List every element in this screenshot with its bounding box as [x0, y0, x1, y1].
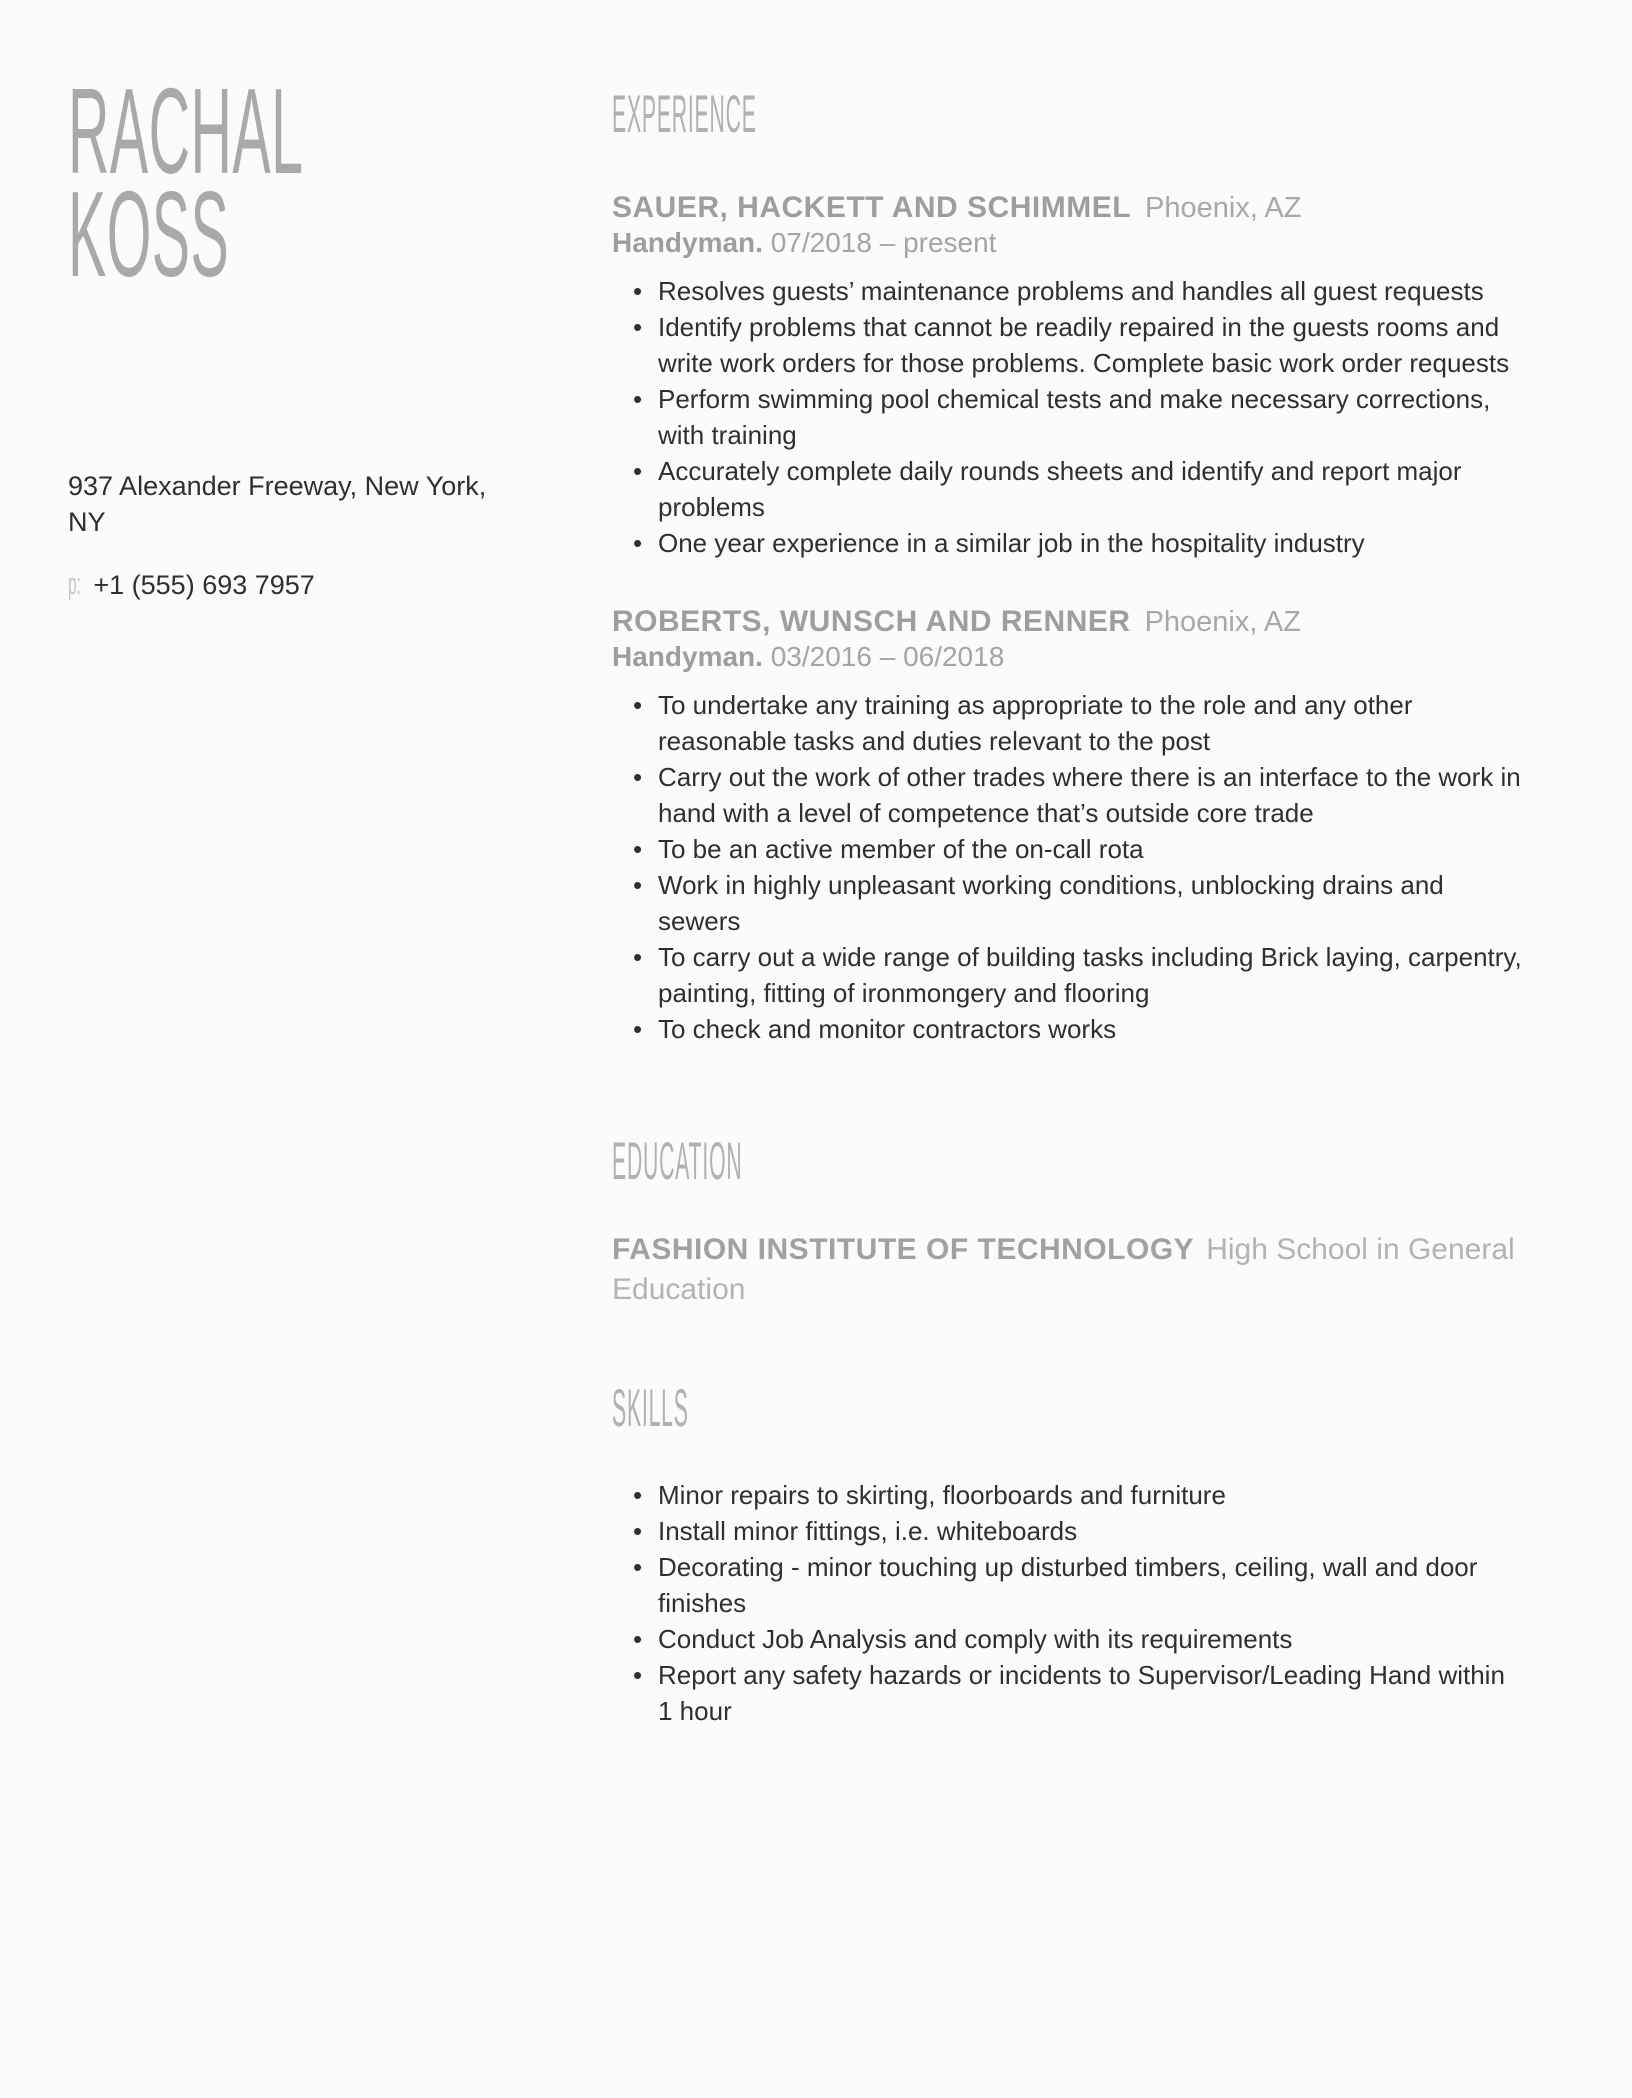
phone-line [68, 566, 508, 603]
job-bullet-list [612, 687, 1522, 1047]
job-bullet-list [612, 273, 1522, 561]
skill-item: • Install minor fittings, i.e. whiteboards [612, 1513, 1522, 1549]
job-dates: 03/2016 – 06/2018 [770, 641, 1005, 672]
job-role: Handyman. [612, 227, 763, 258]
company-line [612, 605, 1565, 639]
company-line [612, 191, 1565, 225]
experience-section-title: EXPERIENCE [612, 85, 757, 144]
skill-item: • Report any safety hazards or incidents to Supervisor/Leading Hand within 1 hour [612, 1657, 1522, 1729]
bullet-item: • Carry out the work of other trades where there is an interface to the work in hand with a level of competence that’s outside core trade [612, 759, 1522, 831]
job-role: Handyman. [612, 641, 763, 672]
bullet-item: • Perform swimming pool chemical tests and make necessary corrections, with training [612, 381, 1522, 453]
bullet-item: • To be an active member of the on-call rota [612, 831, 1522, 867]
address-text: 937 Alexander Freeway, New York, NY [68, 471, 487, 537]
school-name: FASHION INSTITUTE OF TECHNOLOGY [612, 1233, 1195, 1266]
phone-label: p: [68, 566, 81, 601]
main-content [612, 0, 1632, 2098]
skills-section-title: SKILLS [612, 1379, 689, 1438]
job-location: Phoenix, AZ [1144, 606, 1301, 638]
bullet-item: • Work in highly unpleasant working conditions, unblocking drains and sewers [612, 867, 1522, 939]
bullet-item: • Identify problems that cannot be readily repaired in the guests rooms and write work orders for those problems. Complete basic work order requests [612, 309, 1522, 381]
bullet-item: • To check and monitor contractors works [612, 1011, 1522, 1047]
role-line [612, 639, 1565, 675]
left-sidebar [0, 0, 612, 2098]
company-name: ROBERTS, WUNSCH AND RENNER [612, 605, 1131, 638]
skill-item: • Conduct Job Analysis and comply with its requirements [612, 1621, 1522, 1657]
role-line [612, 225, 1565, 261]
phone-number: +1 (555) 693 7957 [93, 570, 315, 600]
candidate-name: RACHAL KOSS [68, 63, 302, 302]
bullet-item: • Resolves guests’ maintenance problems and handles all guest requests [612, 273, 1522, 309]
job-location: Phoenix, AZ [1145, 192, 1302, 224]
bullet-item: • To undertake any training as appropriate to the role and any other reasonable tasks and duties relevant to the post [612, 687, 1522, 759]
education-entry [612, 1230, 1565, 1310]
education-section-title: EDUCATION [612, 1132, 743, 1191]
skill-item: • Minor repairs to skirting, floorboards and furniture [612, 1477, 1522, 1513]
job-entry-2 [612, 605, 1565, 1047]
skills-list [612, 1477, 1522, 1729]
bullet-item: • To carry out a wide range of building tasks including Brick laying, carpentry, painting, fitting of ironmongery and flooring [612, 939, 1522, 1011]
company-name: SAUER, HACKETT AND SCHIMMEL [612, 191, 1132, 224]
contact-block [68, 468, 508, 603]
bullet-item: • Accurately complete daily rounds sheets and identify and report major problems [612, 453, 1522, 525]
degree-text: High School in General Education [612, 1233, 1515, 1306]
job-dates: 07/2018 – present [770, 227, 997, 258]
bullet-item: • One year experience in a similar job in the hospitality industry [612, 525, 1522, 561]
job-entry-1 [612, 191, 1565, 561]
skill-item: • Decorating - minor touching up disturbed timbers, ceiling, wall and door finishes [612, 1549, 1522, 1621]
